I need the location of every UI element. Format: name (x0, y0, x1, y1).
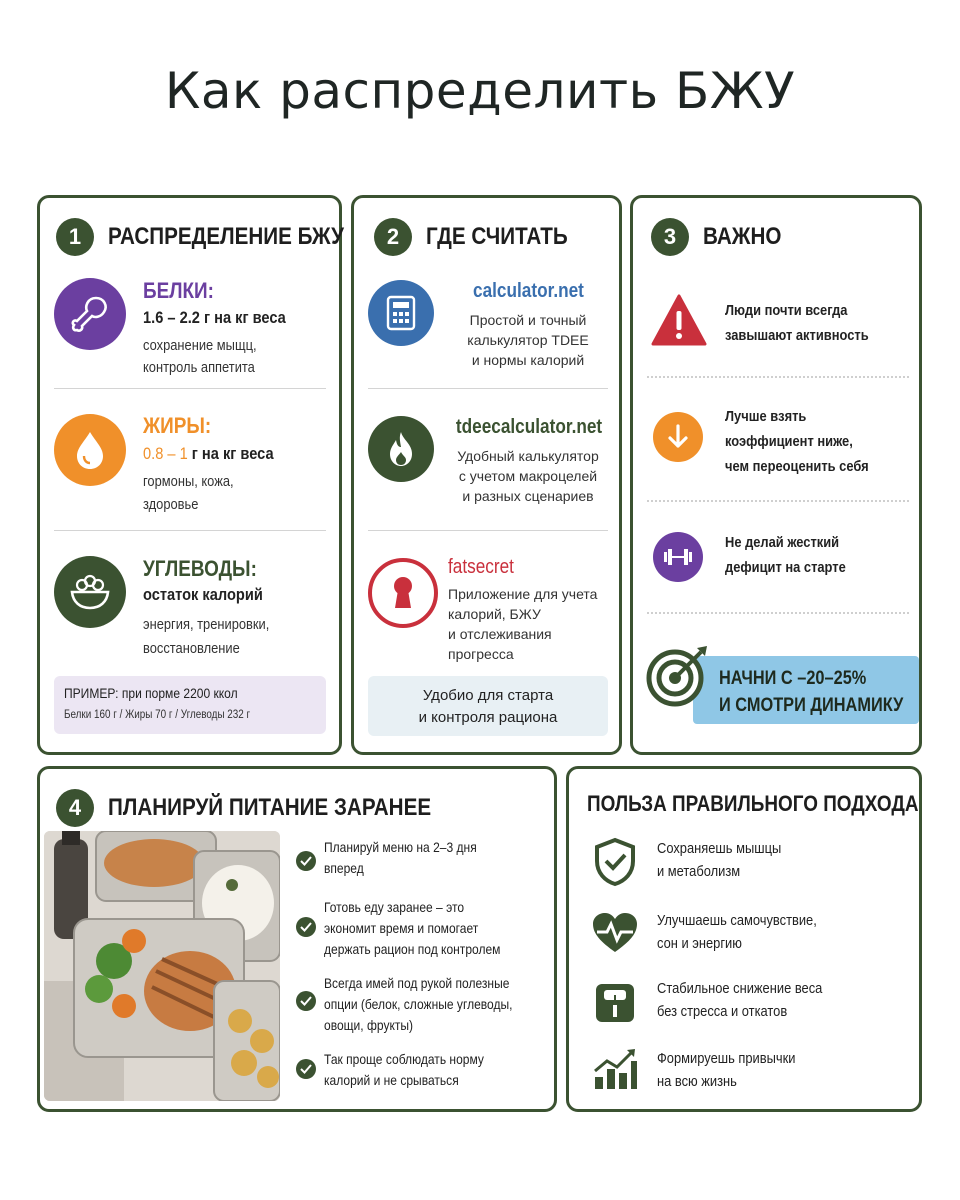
example-line-1: ПРИМЕР: при порме 2200 ккол (64, 685, 238, 701)
dumbbell-icon (653, 532, 703, 582)
plan-item: Готовь еду заранее – это экономит время и помогает держать рацион под контролем (324, 899, 501, 957)
carbs-note-1: энергия, тренировки, (143, 616, 270, 633)
card-important (630, 195, 922, 755)
card-benefits (566, 766, 922, 1112)
fats-title: ЖИРЫ: (143, 413, 212, 438)
important-item: Люди почти всегда завышают активность (725, 302, 869, 344)
proteins-note-1: сохранение мыщц, (143, 337, 257, 354)
divider (647, 612, 909, 614)
drop-icon (54, 414, 126, 486)
site-name[interactable]: tdeecalculator.net (455, 416, 603, 438)
heart-pulse-icon (591, 911, 639, 955)
card-heading: ПОЛЬЗА ПРАВИЛЬНОГО ПОДХОДА (587, 791, 919, 816)
note-box (368, 676, 608, 736)
site-description: Простой и точный калькулятор TDEE и нормы калорий (467, 312, 589, 368)
note-line-2: и контроля рациона (418, 709, 558, 726)
chicken-leg-icon (54, 278, 126, 350)
fats-amount: 0.8 – 1 г на кг веса (143, 444, 274, 463)
divider (368, 530, 608, 531)
shield-check-icon (593, 837, 637, 887)
site-name[interactable]: fatsecret (448, 556, 514, 578)
proteins-title: БЕЛКИ: (143, 278, 214, 303)
page-title: Как распределить БЖУ (164, 62, 796, 120)
card-plan-ahead (37, 766, 557, 1112)
important-item: Лучше взять коэффициент ниже, чем переоценить себя (725, 408, 869, 475)
divider (54, 530, 326, 531)
note-line-1: Удобио для старта (422, 687, 554, 704)
example-line-2: Белки 160 г / Жиры 70 г / Углеводы 232 г (64, 709, 251, 721)
plan-item: Планируй меню на 2–3 дня вперед (324, 839, 477, 876)
cta-line-2: И СМОТРИ ДИНАМИКУ (719, 695, 904, 716)
keyhole-icon (368, 558, 438, 628)
step-number: 3 (651, 218, 689, 256)
card-where-to-count (351, 195, 622, 755)
carbs-title: УГЛЕВОДЫ: (143, 556, 257, 581)
proteins-amount: 1.6 – 2.2 г на кг веса (143, 308, 286, 327)
card-header (56, 789, 484, 827)
site-description: Удобный калькулятор с учетом макроцелей и разных сценариев (457, 448, 599, 504)
divider (54, 388, 326, 389)
example-box (54, 676, 326, 734)
step-number: 2 (374, 218, 412, 256)
check-icon (296, 851, 316, 871)
fats-note-2: здоровье (143, 496, 199, 513)
rice-bowl-icon (54, 556, 126, 628)
step-number: 4 (56, 789, 94, 827)
meal-prep-photo (44, 831, 280, 1101)
card-heading: ВАЖНО (703, 223, 782, 250)
carbs-note-2: восстановление (143, 640, 240, 657)
cta-line-1: НАЧНИ С –20–25% (719, 668, 867, 689)
site-description: Приложение для учета калорий, БЖУ и отслеживания прогресса (448, 586, 598, 662)
step-number: 1 (56, 218, 94, 256)
check-icon (296, 1059, 316, 1079)
target-icon (645, 642, 711, 708)
scale-icon (593, 981, 637, 1025)
plan-item: Всегда имей под рукой полезные опции (белок, сложные углеводы, овощи, фрукты) (324, 975, 513, 1033)
proteins-note-2: контроль аппетита (143, 359, 255, 376)
calculator-icon (368, 280, 434, 346)
card-header (651, 218, 794, 256)
benefit-item: Улучшаешь самочувствие, сон и энергию (657, 912, 817, 952)
divider (647, 376, 909, 378)
important-item: Не делай жесткий дефицит на старте (725, 534, 846, 576)
card-heading: ГДЕ СЧИТАТЬ (426, 223, 568, 250)
divider (647, 500, 909, 502)
card-heading: ПЛАНИРУЙ ПИТАНИЕ ЗАРАНЕЕ (108, 794, 432, 821)
warning-icon (651, 294, 707, 346)
card-header (374, 218, 591, 256)
growth-chart-icon (591, 1047, 639, 1091)
card-header (56, 218, 382, 256)
benefit-item: Сохраняешь мышцы и метаболизм (657, 840, 782, 880)
check-icon (296, 917, 316, 937)
benefit-item: Стабильное снижение веса без стресса и откатов (657, 980, 823, 1020)
card-macros (37, 195, 342, 755)
carbs-amount: остаток калорий (143, 585, 263, 604)
card-heading: РАСПРЕДЕЛЕНИЕ БЖУ (108, 223, 344, 250)
arrow-down-icon (653, 412, 703, 462)
flame-icon (368, 416, 434, 482)
benefit-item: Формируешь привычки на всю жизнь (657, 1050, 796, 1090)
divider (368, 388, 608, 389)
site-name[interactable]: calculator.net (472, 280, 584, 302)
check-icon (296, 991, 316, 1011)
plan-item: Так проще соблюдать норму калорий и не срываться (324, 1051, 484, 1088)
fats-note-1: гормоны, кожа, (143, 473, 234, 490)
